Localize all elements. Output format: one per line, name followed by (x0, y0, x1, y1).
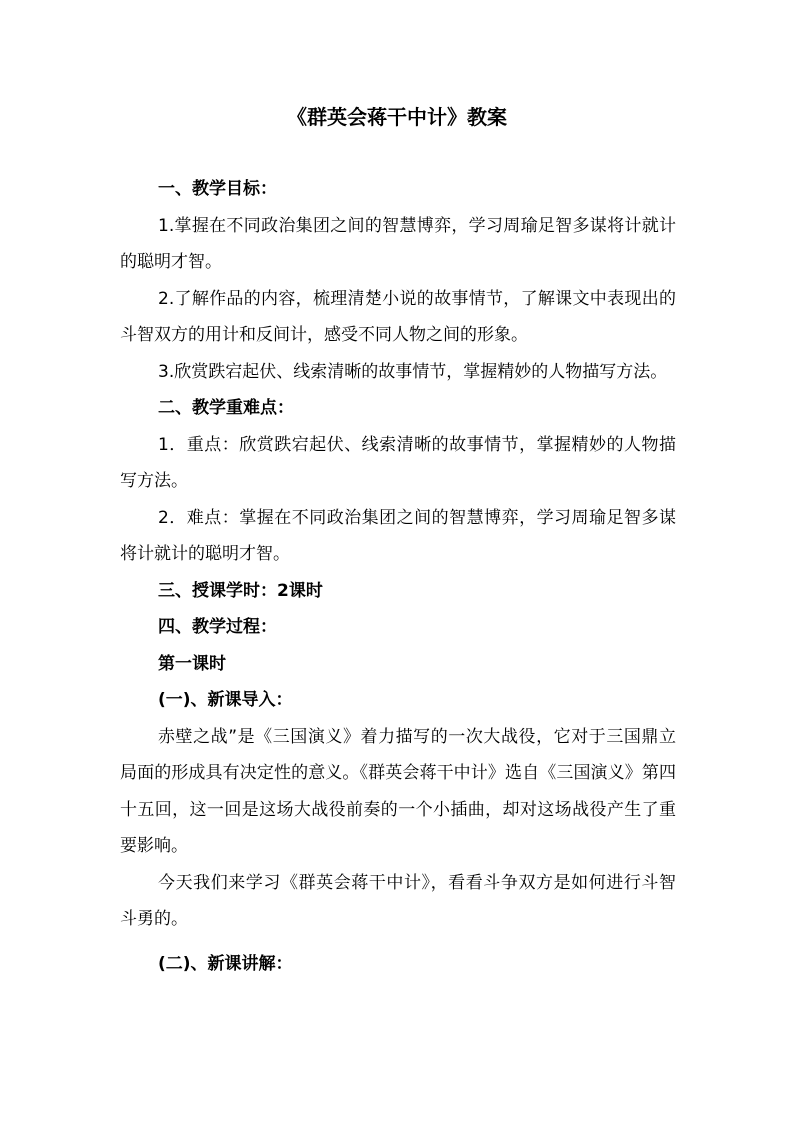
hours-heading: 三、授课学时：2课时 (158, 580, 323, 601)
lesson-one-heading: 第一课时 (158, 653, 226, 674)
objectives-heading: 一、教学目标： (158, 179, 277, 199)
intro-heading: (一)、新课导入： (158, 690, 293, 710)
objective-item: 3.欣赏跌宕起伏、线索清晰的故事情节，掌握精妙的人物描写方法。 (158, 361, 668, 382)
key-points-heading: 二、教学重难点： (158, 398, 294, 418)
objective-item: 1.掌握在不同政治集团之间的智慧博弈，学习周瑜足智多谋将计就计的聪明才智。 (120, 215, 676, 272)
explain-heading: (二)、新课讲解： (158, 953, 293, 974)
document-body (120, 171, 676, 982)
key-point-item: 2．难点：掌握在不同政治集团之间的智慧博弈，学习周瑜足智多谋将计就计的聪明才智。 (120, 507, 676, 564)
process-heading: 四、教学过程： (158, 617, 277, 637)
intro-paragraph: 今天我们来学习《群英会蒋干中计》，看看斗争双方是如何进行斗智斗勇的。 (120, 872, 676, 929)
key-point-item: 1．重点：欣赏跌宕起伏、线索清晰的故事情节，掌握精妙的人物描写方法。 (120, 434, 676, 491)
document-title: 《群英会蒋干中计》教案 (287, 105, 507, 129)
objective-item: 2.了解作品的内容，梳理清楚小说的故事情节，了解课文中表现出的斗智双方的用计和反间计，感受不同人物之间的形象。 (120, 288, 676, 345)
intro-paragraph: 赤壁之战”是《三国演义》着力描写的一次大战役，它对于三国鼎立局面的形成具有决定性的意义。《群英会蒋干中计》选自《三国演义》第四十五回，这一回是这场大战役前奏的一个小插曲，却对这场战役产生了重要影响。 (120, 726, 676, 856)
